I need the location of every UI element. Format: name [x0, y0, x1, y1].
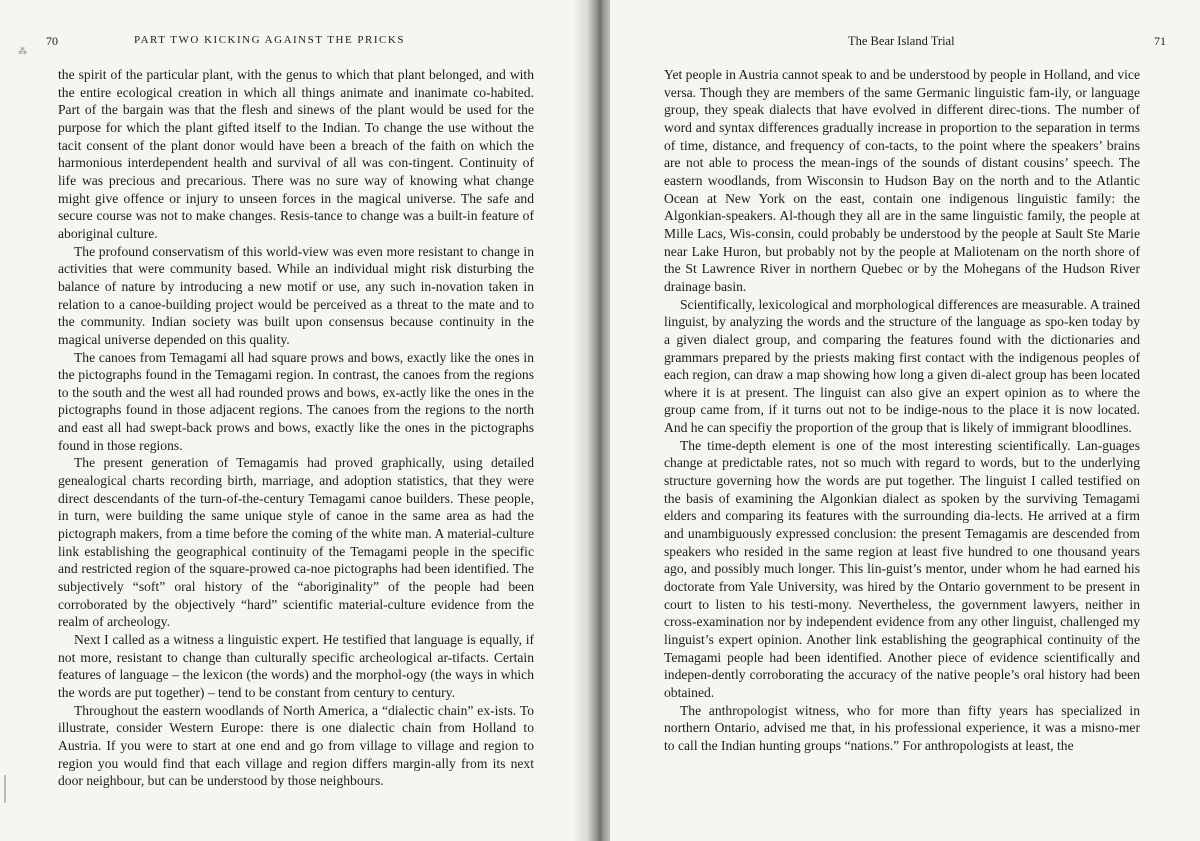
- margin-scribble: ⁂: [18, 46, 27, 56]
- paragraph: Throughout the eastern woodlands of North America, a “dialectic chain” ex-ists. To illustrate, consider Western Europe: there is one dialectic chain from Holland to Austria. If you were to start at one end and go from village to village and region to region you would find that each village and region differs margin-ally from its next door neighbour, but can be understood by those neighbours.: [58, 702, 534, 789]
- body-text: [664, 66, 1140, 755]
- paragraph: the spirit of the particular plant, with the genus to which that plant belonged, and with the entire ecological creation in which all things animate and inanimate co-habited. Part of the bargain was that the flesh and sinews of the plant would be used for the purpose for which the plant gifted itself to the Indian. To change the use without the tacit consent of the plant donor would have been a breach of the faith on which the harmonious interdependent health and survival of all was con-tingent. Continuity of life was precious and precarious. There was no sure way of knowing what change might give offence or injury to unseen forces in the magical universe. The safe and secure course was not to make changes. Resis-tance to change was a built-in feature of aboriginal culture.: [58, 67, 534, 241]
- paragraph: The canoes from Temagami all had square prows and bows, exactly like the ones in the pictographs found in the Temagami region. In contrast, the canoes from the regions to the south and the west all had rounded prows and bows, ex-actly like the ones in the pictographs found in those adjacent regions. The canoes from the regions to the north and east all had swept-back prows and bows, exactly like the ones in the pictographs found in those regions.: [58, 349, 534, 453]
- page-number: 71: [1154, 34, 1166, 48]
- left-page: [0, 0, 590, 841]
- paragraph: Scientifically, lexicological and morphological differences are measurable. A trained linguist, by analyzing the words and the structure of the language as spo-ken today by a given dialect group, and comparing the features found with the dictionaries and grammars prepared by the priests making first contact with the indigenous peoples of each region, can draw a map showing how long a given di-alect group has been located where it is at present. The linguist can also give an expert opinion as to where the group came from, if it turns out not to be indige-nous to the place it is now located. And he can specifiy the proportion of the group that is likely of immigrant bloodlines.: [664, 296, 1140, 436]
- paragraph: Yet people in Austria cannot speak to and be understood by people in Holland, and vice versa. Though they are members of the same Germanic linguistic fam-ily, or language group, they speak dialects that have evolved in different direc-tions. The number of word and syntax differences gradually increase in proportion to the separation in terms of time, distance, and frequency of con-tacts, to the point where the speakers’ brains are not able to process the mean-ings of the sounds of distant cousins’ speech. The eastern woodlands, from Wisconsin to Hudson Bay on the north and to the Atlantic Ocean at New York on the east, contain one indigenous linguistic family: the Algonkian-speakers. Al-though they all are in the same linguistic family, the people at Mille Lacs, Wis-consin, could probably be understood by the people at Sault Ste Marie near Lake Huron, but probably not by the people at Maliotenam on the north shore of the St Lawrence River in northern Quebec or by the Mohegans of the Hudson River drainage basin.: [664, 67, 1140, 294]
- body-text: [58, 66, 534, 790]
- running-head: The Bear Island Trial: [848, 34, 955, 48]
- paragraph: The present generation of Temagamis had proved graphically, using detailed genealogical charts recording birth, marriage, and adoption statistics, that they were direct descendants of the turn-of-the-century Temagami canoe builders. These people, in turn, were building the same unique style of canoe in the same area as had the pictograph makers, from a time before the coming of the white man. A material-culture link establishing the geographical continuity of the Temagami people in the specific and restricted region of the square-prowed ca-noe pictographs had been identified. The subjectively “soft” oral history of the “aboriginality” of the people had been corroborated by the objectively “hard” scientific material-culture evidence from the realm of archeology.: [58, 455, 534, 630]
- paragraph: The anthropologist witness, who for more than fifty years has specialized in northern Ontario, advised me that, in his professional experience, it was a misno-mer to call the Indian hunting groups “nations.” For anthropologists at least, the: [664, 702, 1140, 753]
- page-edge-mark: [4, 775, 6, 803]
- paragraph: The time-depth element is one of the most interesting scientifically. Lan-guages change at predictable rates, not so much with regard to words, but to the underlying structure governing how the words are put together. The linguist I called testified on the basis of examining the Algonkian dialect as spoken by the surviving Temagami elders and comparing its features with the surrounding dia-lects. He arrived at a firm and unambiguously expressed conclusion: the present Temagamis are descended from speakers who resided in the same region at least five hundred to one thousand years ago, and possibly much longer. This lin-guist’s mentor, under whom he had earned his doctorate from Yale University, was hired by the Ontario government to be present in court to listen to his testi-mony. Nevertheless, the government lawyers, neither in cross-examination nor by independent evidence from any other linguist, challenged my linguist’s expert opinion. Another link establishing the geographical continuity of the Temagami people had been identified. Another piece of evidence scientifically and indepen-dently corroborating the accuracy of the native people’s oral history had been obtained.: [664, 437, 1140, 700]
- page-number: 70: [46, 34, 58, 48]
- right-page: [610, 0, 1200, 841]
- running-head: PART TWO KICKING AGAINST THE PRICKS: [134, 34, 405, 46]
- paragraph: Next I called as a witness a linguistic expert. He testified that language is equally, if not more, resistant to change than culturally specific archeological ar-tifacts. Certain features of language – the lexicon (the words) and the morphol-ogy (the ways in which the words are put together) – tend to be constant from century to century.: [58, 632, 534, 700]
- paragraph: The profound conservatism of this world-view was even more resistant to change in activities that were community based. While an individual might risk disturbing the balance of nature by introducing a new motif or use, any such in-novation taken in relation to a canoe-building project would be perceived as a threat to the mate and to the community. Indian society was built upon consensus because continuity in the magical universe depended on this quality.: [58, 243, 534, 347]
